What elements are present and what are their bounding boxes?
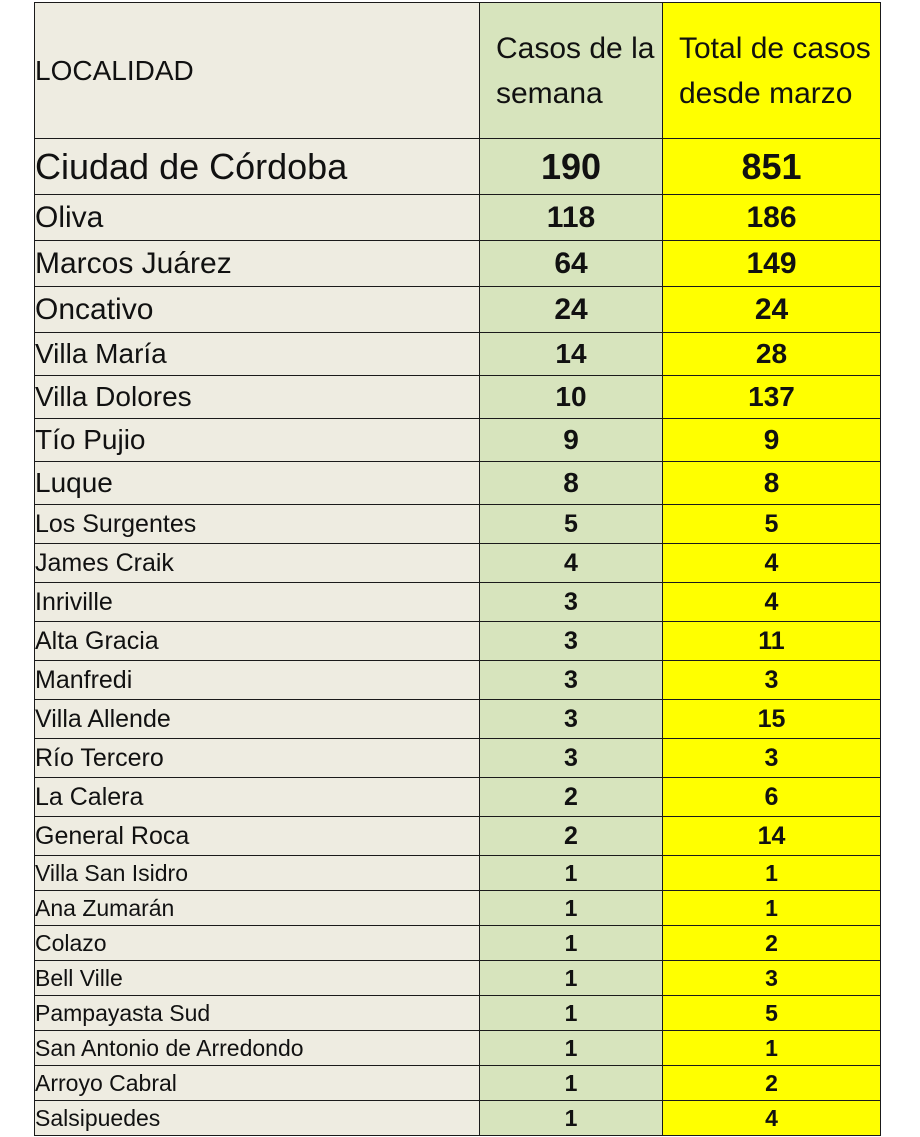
table-row <box>35 622 881 661</box>
total-casos-cell: 1 <box>663 1031 881 1066</box>
table-row <box>35 778 881 817</box>
localidad-cell: Arroyo Cabral <box>35 1066 480 1101</box>
table-row <box>35 544 881 583</box>
table-row <box>35 462 881 505</box>
casos-semana-cell: 10 <box>480 376 663 419</box>
casos-semana-cell: 1 <box>480 1101 663 1136</box>
table-row <box>35 926 881 961</box>
localidad-cell: General Roca <box>35 817 480 856</box>
casos-semana-cell: 64 <box>480 241 663 287</box>
total-casos-cell: 1 <box>663 856 881 891</box>
localidad-cell: Villa Allende <box>35 700 480 739</box>
localidad-cell: James Craik <box>35 544 480 583</box>
localidad-cell: Oliva <box>35 195 480 241</box>
casos-semana-cell: 1 <box>480 856 663 891</box>
localidad-cell: Manfredi <box>35 661 480 700</box>
casos-semana-cell: 24 <box>480 287 663 333</box>
casos-semana-cell: 5 <box>480 505 663 544</box>
header-total-casos: Total de casos desde marzo <box>663 3 881 139</box>
total-casos-cell: 4 <box>663 544 881 583</box>
total-casos-cell: 5 <box>663 505 881 544</box>
casos-semana-cell: 3 <box>480 583 663 622</box>
total-casos-cell: 137 <box>663 376 881 419</box>
table-row <box>35 996 881 1031</box>
casos-semana-cell: 3 <box>480 739 663 778</box>
table-row <box>35 1101 881 1136</box>
casos-semana-cell: 3 <box>480 661 663 700</box>
total-casos-cell: 3 <box>663 961 881 996</box>
casos-semana-cell: 4 <box>480 544 663 583</box>
casos-semana-cell: 1 <box>480 1031 663 1066</box>
total-casos-cell: 149 <box>663 241 881 287</box>
localidad-cell: Luque <box>35 462 480 505</box>
casos-semana-cell: 1 <box>480 1066 663 1101</box>
table-row <box>35 1066 881 1101</box>
total-casos-cell: 24 <box>663 287 881 333</box>
table-row <box>35 661 881 700</box>
localidad-cell: Río Tercero <box>35 739 480 778</box>
localidad-cell: Oncativo <box>35 287 480 333</box>
total-casos-cell: 11 <box>663 622 881 661</box>
localidad-cell: Salsipuedes <box>35 1101 480 1136</box>
total-casos-cell: 28 <box>663 333 881 376</box>
total-casos-cell: 15 <box>663 700 881 739</box>
total-casos-cell: 5 <box>663 996 881 1031</box>
casos-semana-cell: 1 <box>480 961 663 996</box>
total-casos-cell: 9 <box>663 419 881 462</box>
localidad-cell: Pampayasta Sud <box>35 996 480 1031</box>
localidad-cell: Inriville <box>35 583 480 622</box>
total-casos-cell: 4 <box>663 583 881 622</box>
casos-semana-cell: 3 <box>480 700 663 739</box>
header-casos-semana: Casos de la semana <box>480 3 663 139</box>
casos-semana-cell: 190 <box>480 139 663 195</box>
total-casos-cell: 4 <box>663 1101 881 1136</box>
total-casos-cell: 3 <box>663 739 881 778</box>
localidad-cell: San Antonio de Arredondo <box>35 1031 480 1066</box>
table-row <box>35 1031 881 1066</box>
total-casos-cell: 2 <box>663 926 881 961</box>
total-casos-cell: 14 <box>663 817 881 856</box>
table-row <box>35 195 881 241</box>
header-row <box>35 3 881 139</box>
total-casos-cell: 2 <box>663 1066 881 1101</box>
table-row <box>35 287 881 333</box>
total-casos-cell: 8 <box>663 462 881 505</box>
total-casos-cell: 3 <box>663 661 881 700</box>
localidad-cell: Ciudad de Córdoba <box>35 139 480 195</box>
table-row <box>35 505 881 544</box>
localidad-cell: Alta Gracia <box>35 622 480 661</box>
casos-semana-cell: 3 <box>480 622 663 661</box>
casos-semana-cell: 1 <box>480 996 663 1031</box>
casos-semana-cell: 8 <box>480 462 663 505</box>
localidad-cell: Marcos Juárez <box>35 241 480 287</box>
table-row <box>35 139 881 195</box>
casos-semana-cell: 2 <box>480 778 663 817</box>
localidad-cell: Colazo <box>35 926 480 961</box>
table-row <box>35 856 881 891</box>
localidad-cell: Tío Pujio <box>35 419 480 462</box>
casos-semana-cell: 1 <box>480 926 663 961</box>
table-row <box>35 739 881 778</box>
table-row <box>35 333 881 376</box>
casos-semana-cell: 2 <box>480 817 663 856</box>
table-row <box>35 891 881 926</box>
casos-semana-cell: 1 <box>480 891 663 926</box>
localidad-cell: Villa San Isidro <box>35 856 480 891</box>
total-casos-cell: 186 <box>663 195 881 241</box>
casos-semana-cell: 9 <box>480 419 663 462</box>
table-row <box>35 419 881 462</box>
casos-semana-cell: 118 <box>480 195 663 241</box>
cases-table <box>34 2 881 1136</box>
localidad-cell: Villa María <box>35 333 480 376</box>
table-row <box>35 700 881 739</box>
casos-semana-cell: 14 <box>480 333 663 376</box>
table-row <box>35 376 881 419</box>
localidad-cell: Bell Ville <box>35 961 480 996</box>
total-casos-cell: 6 <box>663 778 881 817</box>
localidad-cell: Los Surgentes <box>35 505 480 544</box>
localidad-cell: La Calera <box>35 778 480 817</box>
total-casos-cell: 1 <box>663 891 881 926</box>
table-row <box>35 961 881 996</box>
localidad-cell: Ana Zumarán <box>35 891 480 926</box>
table-row <box>35 241 881 287</box>
table-row <box>35 817 881 856</box>
header-localidad: LOCALIDAD <box>35 3 480 139</box>
localidad-cell: Villa Dolores <box>35 376 480 419</box>
total-casos-cell: 851 <box>663 139 881 195</box>
table-row <box>35 583 881 622</box>
